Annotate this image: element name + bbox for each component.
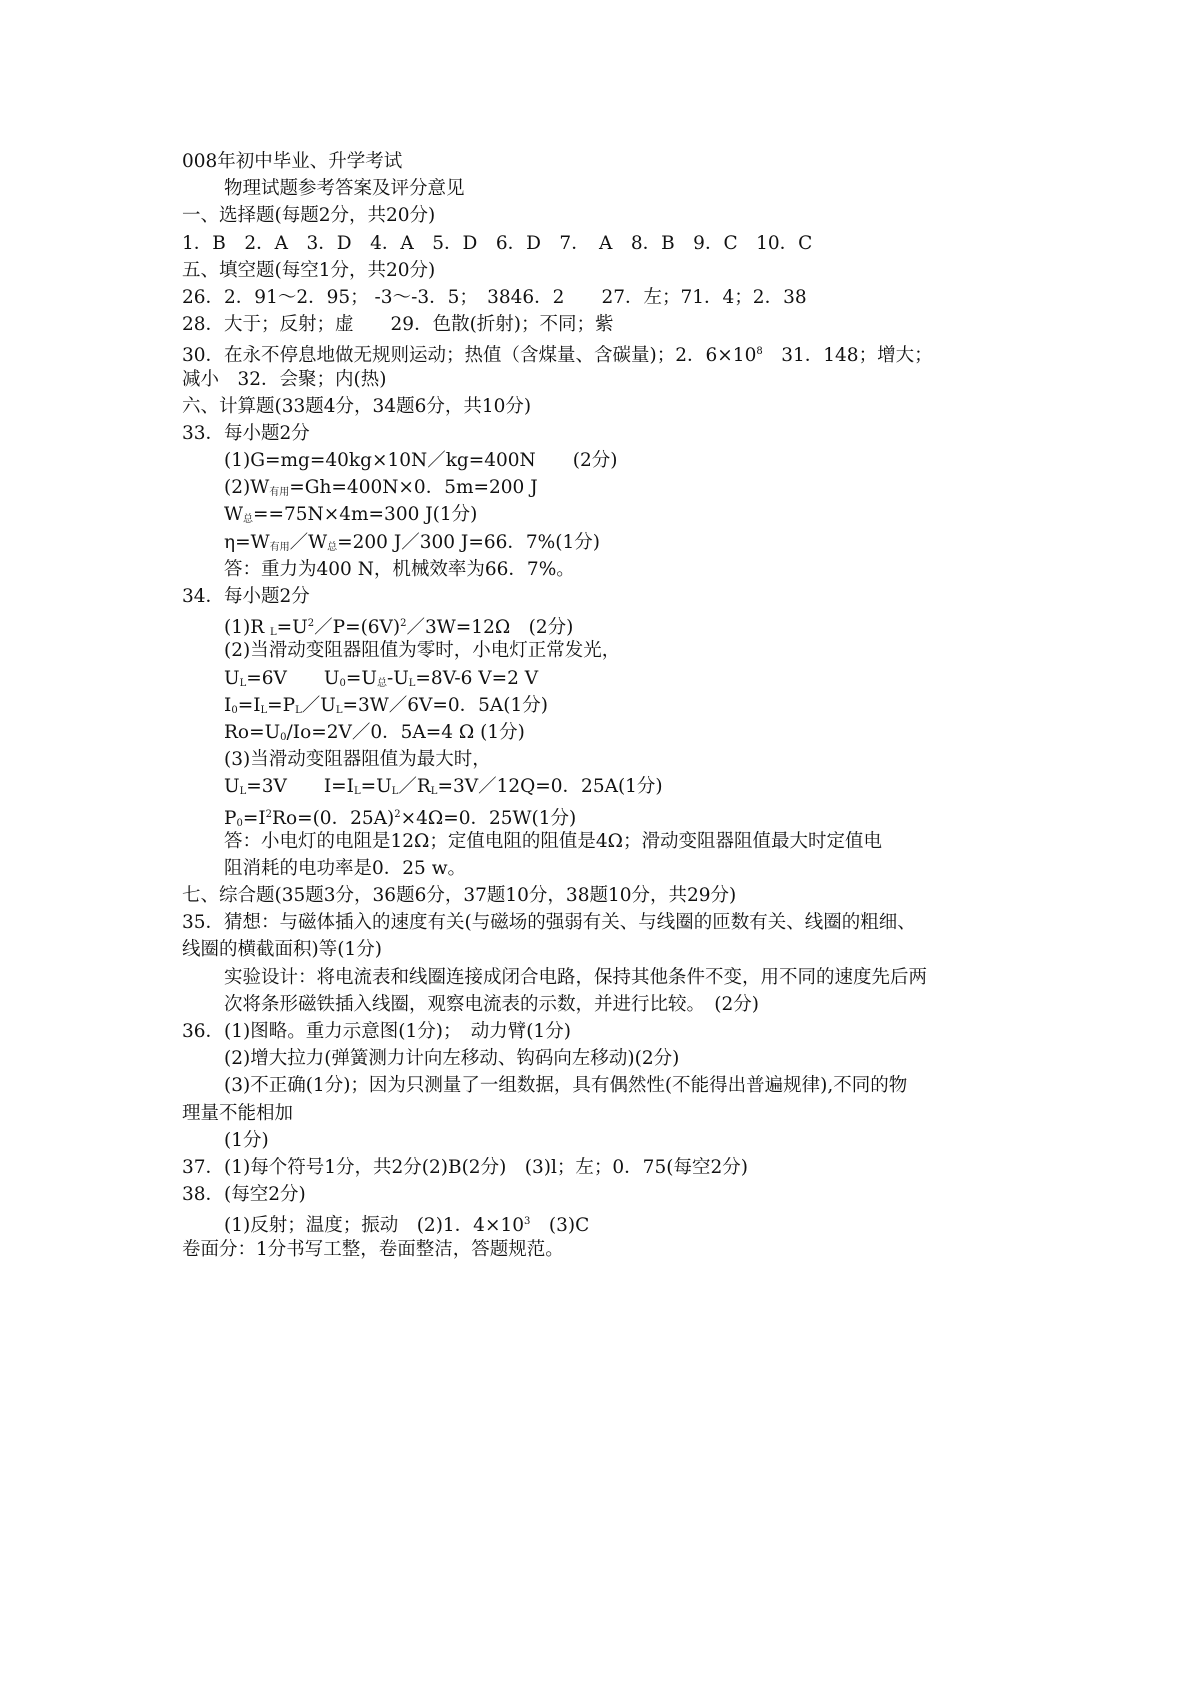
q34-c-s1: L	[239, 786, 247, 798]
q34-part1	[182, 610, 1042, 637]
q34-i-c: =P	[267, 694, 296, 716]
q33-part3-sub: 总	[243, 514, 254, 526]
q34-p1-d: ／3W=12Ω (2分)	[406, 617, 574, 639]
doc-title-line2: 物理试题参考答案及评分意见	[224, 178, 465, 200]
q35-line2: 线圈的横截面积)等(1分)	[182, 939, 382, 961]
q34-p-sup1: 2	[265, 808, 273, 820]
q34-v-s1: L	[239, 677, 247, 689]
q34-v-s2: 0	[339, 677, 346, 689]
q33-answer: 答：重力为400 N，机械效率为66．7%。	[224, 558, 575, 580]
q34-i-s1: 0	[231, 704, 238, 716]
presentation-score: 卷面分：1分书写工整，卷面整洁，答题规范。	[182, 1238, 564, 1260]
section-7-heading: 七、综合题(35题3分，36题6分，37题10分，38题10分，共29分)	[182, 885, 737, 907]
q34-i-s3: L	[295, 704, 302, 716]
q34-v-s3: 总	[376, 677, 387, 689]
section-5-heading: 五、填空题(每空1分，共20分)	[182, 259, 436, 281]
q34-i-a: I	[224, 694, 232, 716]
q31-text: 31．148；增大；	[762, 345, 933, 367]
q34-p1-sub: L	[270, 627, 277, 639]
q36-line3: (3)不正确(1分)；因为只测量了一组数据，具有偶然性(不能得出普遍规律),不同的物	[224, 1075, 908, 1097]
q34-c-a: U	[224, 776, 240, 798]
q36-line2: (2)增大拉力(弹簧测力计向左移动、钩码向左移动)(2分)	[224, 1048, 680, 1070]
doc-title-line1: 008年初中毕业、升学考试	[182, 151, 403, 172]
q34-i-e: =3W／6V=0．5A(1分)	[342, 694, 548, 716]
q33-part3-b: ==75N×4m=300 J(1分)	[253, 504, 478, 526]
q37-answer: 37．(1)每个符号1分，共2分(2)B(2分) (3)l；左；0．75(每空2分)	[182, 1156, 748, 1178]
q34-part2-voltages	[182, 665, 1042, 692]
q34-p-b: =I	[242, 807, 266, 829]
q34-v-b: =6V U	[246, 667, 340, 689]
q34-p-sup2: 2	[394, 808, 401, 820]
q34-c-s3: L	[391, 786, 399, 798]
q34-v-s4: L	[408, 677, 416, 689]
q33-part4-a: η=W	[224, 531, 270, 553]
q34-i-s2: L	[260, 704, 268, 716]
q34-part3-current	[182, 773, 1042, 800]
q33-part2	[182, 474, 1042, 501]
q34-c-d: ／R	[398, 776, 431, 798]
q34-p1-c: ／P=(6V)	[314, 617, 401, 639]
q34-p-c: Ro=(0．25A)	[272, 807, 395, 829]
q34-p1-b: =U	[276, 617, 308, 639]
section-1-heading: 一、选择题(每题2分，共20分)	[182, 205, 436, 227]
q30-text: 30．在永不停息地做无规则运动；热值（含煤量、含碳量)；2．6×10	[182, 345, 757, 367]
q33-part3	[182, 501, 1042, 528]
q34-part3-power	[182, 801, 1042, 828]
q34-v-c: =U	[345, 667, 377, 689]
q33-part4-b: ／W	[289, 531, 328, 553]
q30-exponent: 8	[756, 346, 763, 358]
q35-line1: 35．猜想：与磁体插入的速度有关(与磁场的强弱有关、与线圈的匝数有关、线圈的粗细、	[182, 912, 916, 934]
q33-part3-a: W	[224, 504, 244, 526]
q34-p1-sup2: 2	[400, 618, 407, 630]
q36-line5: (1分)	[224, 1129, 269, 1151]
q34-c-c: =U	[360, 776, 392, 798]
q34-p1-a: (1)R	[224, 617, 271, 639]
q34-c-b: =3V I=I	[246, 776, 354, 798]
q34-part2-current	[182, 692, 1042, 719]
q35-line3: 实验设计：将电流表和线圈连接成闭合电路，保持其他条件不变，用不同的速度先后两	[224, 966, 928, 988]
q33-part4-c: =200 J／300 J=66．7%(1分)	[337, 531, 600, 553]
q38-b: (3)C	[530, 1215, 590, 1237]
q33-part2-a: (2)W	[224, 477, 270, 499]
q34-v-d: -U	[386, 667, 409, 689]
q35-line4: 次将条形磁铁插入线圈，观察电流表的示数，并进行比较。 (2分)	[224, 993, 759, 1015]
q34-v-a: U	[224, 667, 240, 689]
q34-part2: (2)当滑动变阻器阻值为零时，小电灯正常发光，	[224, 640, 621, 662]
q30-answer	[182, 338, 1042, 365]
q33-part1: (1)G=mg=40kg×10N／kg=400N (2分)	[224, 450, 618, 472]
q34-p-d: ×4Ω=0．25W(1分)	[400, 807, 577, 829]
q34-p-a: P	[224, 807, 237, 829]
q33-part4	[182, 529, 1042, 556]
answer-key-content	[182, 148, 1042, 1263]
q38-answer	[182, 1208, 1042, 1235]
q34-part2-resistance	[182, 719, 1042, 746]
q33-part4-sub1: 有用	[269, 541, 290, 553]
q38-a: (1)反射；温度；振动 (2)1．4×10	[224, 1215, 524, 1237]
q38-sup: 3	[524, 1216, 531, 1228]
q31-32-answers: 减小 32．会聚；内(热)	[182, 368, 387, 390]
q26-27-answers: 26．2．91～2．95； -3～-3．5； 3846．2 27．左；71．4；2．38	[182, 286, 807, 308]
q34-i-d: ／U	[301, 694, 336, 716]
q34-heading: 34．每小题2分	[182, 586, 310, 607]
q34-p-s1: 0	[236, 817, 243, 829]
q28-29-answers: 28．大于；反射；虚 29．色散(折射)；不同；紫	[182, 314, 614, 336]
q34-part3: (3)当滑动变阻器阻值为最大时，	[224, 749, 491, 771]
q34-i-s4: L	[335, 704, 343, 716]
q34-r-sub: 0	[280, 731, 287, 743]
q34-r-b: /Io=2V／0．5A=4 Ω (1分)	[286, 721, 525, 743]
q34-i-b: =I	[237, 694, 261, 716]
q34-c-s2: L	[353, 786, 361, 798]
q33-heading: 33．每小题2分	[182, 422, 310, 444]
q36-line1: 36．(1)图略。重力示意图(1分)； 动力臂(1分)	[182, 1021, 571, 1042]
q33-part4-sub2: 总	[327, 541, 338, 553]
q36-line4: 理量不能相加	[182, 1102, 294, 1124]
q34-v-e: =8V-6 V=2 V	[415, 667, 539, 689]
section-6-heading: 六、计算题(33题4分，34题6分，共10分)	[182, 395, 532, 417]
q38-heading: 38．(每空2分)	[182, 1184, 306, 1206]
q33-part2-sub: 有用	[269, 487, 290, 499]
q34-c-e: =3V／12Q=0．25A(1分)	[437, 776, 663, 798]
q33-part2-b: =Gh=400N×0．5m=200 J	[289, 477, 538, 499]
q34-c-s4: L	[430, 786, 438, 798]
q34-r-a: Ro=U	[224, 721, 281, 743]
q34-answer-line2: 阻消耗的电功率是0．25 w。	[224, 857, 467, 879]
q34-p1-sup1: 2	[307, 618, 315, 630]
section-1-answers: 1．B 2．A 3．D 4．A 5．D 6．D 7． A 8．B 9．C 10．C	[182, 232, 813, 254]
q34-answer-line1: 答：小电灯的电阻是12Ω；定值电阻的阻值是4Ω；滑动变阻器阻值最大时定值电	[224, 830, 882, 852]
